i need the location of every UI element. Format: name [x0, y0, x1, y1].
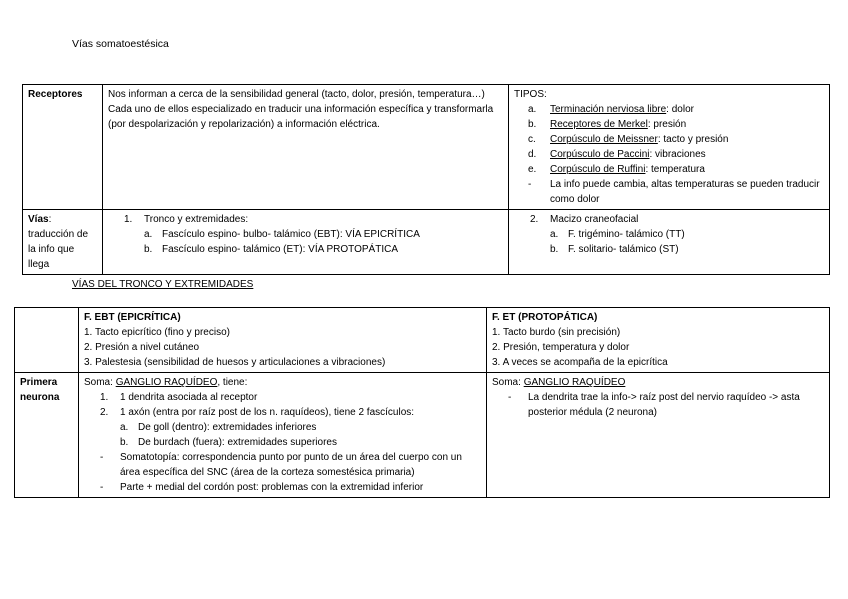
tipos-item-name: Receptores de Merkel	[550, 119, 648, 130]
vias-tronco	[103, 210, 509, 275]
vias-label-bold: Vías	[28, 214, 49, 225]
list-item	[84, 435, 481, 450]
tipos-item-name: Corpúsculo de Paccini	[550, 149, 650, 160]
dash-marker: -	[100, 482, 104, 493]
empty-header-cell	[15, 308, 79, 373]
vias-tronco-table	[14, 307, 830, 498]
ebt-neuron-2: 1 axón (entra por raíz post de los n. raquídeos), tiene 2 fascículos:	[120, 407, 415, 418]
letter-marker: a.	[528, 104, 537, 115]
number-marker: 2.	[100, 407, 109, 418]
tipos-nota: La info puede cambia, altas temperaturas se pueden traducir como dolor	[550, 179, 820, 205]
ebt-neuron-2b: De burdach (fuera): extremidades superiores	[138, 437, 337, 448]
dash-marker: -	[528, 179, 532, 190]
list-item	[108, 227, 503, 242]
vias-craneofacial	[509, 210, 830, 275]
ebt-neuron-cell	[79, 373, 487, 498]
list-item	[492, 390, 824, 420]
receptores-label: Receptores	[28, 89, 83, 100]
tipos-item-text	[550, 102, 694, 117]
receptores-desc-1: Nos informan a cerca de la sensibilidad general (tacto, dolor, presión, temperatura…)	[108, 89, 485, 100]
section-subtitle: VÍAS DEL TRONCO Y EXTREMIDADES	[72, 279, 254, 290]
list-item	[108, 212, 503, 227]
ebt-neuron-1: 1 dendrita asociada al receptor	[120, 392, 258, 403]
tipos-item-name: Corpúsculo de Meissner	[550, 134, 658, 145]
et-neuron-cell	[487, 373, 830, 498]
letter-marker: a.	[550, 229, 559, 240]
list-item	[84, 390, 481, 405]
table-row	[15, 373, 830, 498]
ebt-line-1: 1. Tacto epicrítico (fino y preciso)	[84, 327, 230, 338]
vias-item-1b: Fascículo espino- talámico (ET): VÍA PROTOPÁTICA	[162, 244, 398, 255]
ebt-soma-pre: Soma:	[84, 377, 116, 388]
tipos-item-text	[550, 132, 728, 147]
list-item	[84, 420, 481, 435]
dash-marker: -	[100, 452, 104, 463]
row-label-primera-neurona	[15, 373, 79, 498]
ebt-header-cell	[79, 308, 487, 373]
letter-marker: a.	[144, 229, 153, 240]
dash-marker: -	[508, 392, 512, 403]
et-line-3: 3. A veces se acompaña de la epicrítica	[492, 357, 668, 368]
tipos-item-name: Terminación nerviosa libre	[550, 104, 667, 115]
ebt-head: F. EBT (EPICRÍTICA)	[84, 312, 181, 323]
vias-item-1a: Fascículo espino- bulbo- talámico (EBT): VÍA EPICRÍTICA	[162, 229, 420, 240]
letter-marker: b.	[550, 244, 559, 255]
tipos-item	[514, 102, 824, 117]
letter-marker: b.	[144, 244, 153, 255]
letter-marker: d.	[528, 149, 537, 160]
receptores-description	[103, 85, 509, 210]
ebt-line-3: 3. Palestesia (sensibilidad de huesos y articulaciones a vibraciones)	[84, 357, 386, 368]
number-marker: 2.	[530, 214, 539, 225]
et-line-1: 1. Tacto burdo (sin precisión)	[492, 327, 621, 338]
tipos-label: TIPOS:	[514, 89, 547, 100]
row-label-receptores	[23, 85, 103, 210]
vias-item-2a: F. trigémino- talámico (TT)	[568, 229, 685, 240]
tipos-item-rest: : vibraciones	[649, 149, 706, 160]
primera-neurona-label: Primera neurona	[20, 377, 60, 403]
list-item	[514, 177, 824, 207]
letter-marker: b.	[528, 119, 537, 130]
et-head: F. ET (PROTOPÁTICA)	[492, 312, 598, 323]
document-title: Vías somatoestésica	[72, 38, 169, 50]
letter-marker: e.	[528, 164, 537, 175]
receptores-tipos	[509, 85, 830, 210]
ebt-neuron-d2: Parte + medial del cordón post: problemas con la extremidad inferior	[120, 482, 424, 493]
ebt-soma-ganglio: GANGLIO RAQUÍDEO	[115, 377, 218, 388]
et-soma-line	[492, 375, 824, 390]
et-header-cell	[487, 308, 830, 373]
tipos-list	[514, 102, 824, 177]
tipos-item-name: Corpúsculo de Ruffini	[550, 164, 646, 175]
vias-label-rest: : traducción de la info que llega	[28, 214, 89, 270]
letter-marker: a.	[120, 422, 129, 433]
list-item	[84, 450, 481, 480]
tipos-item-rest: : tacto y presión	[657, 134, 729, 145]
tipos-item-rest: : dolor	[666, 104, 694, 115]
tipos-item-rest: : presión	[647, 119, 687, 130]
number-marker: 1.	[124, 214, 133, 225]
ebt-neuron-d1: Somatotopía: correspondencia punto por punto de un área del cuerpo con un área específica del SNC (área de la corteza somestésica primaria)	[120, 452, 462, 478]
ebt-soma-post: , tiene:	[217, 377, 248, 388]
vias-item-1: Tronco y extremidades:	[144, 214, 249, 225]
letter-marker: c.	[528, 134, 536, 145]
letter-marker: b.	[120, 437, 129, 448]
ebt-neuron-2a: De goll (dentro): extremidades inferiores	[138, 422, 317, 433]
ebt-line-2: 2. Presión a nivel cutáneo	[84, 342, 200, 353]
table-row	[23, 85, 830, 210]
table-row	[15, 308, 830, 373]
tipos-item-text	[550, 147, 706, 162]
ebt-soma-line	[84, 375, 481, 390]
receptores-desc-2: Cada uno de ellos especializado en traducir una información específica y transformarla (por despolarización y repolarización) a información eléctrica.	[108, 104, 494, 130]
tipos-item-rest: : temperatura	[645, 164, 705, 175]
tipos-item	[514, 117, 824, 132]
et-soma-pre: Soma:	[492, 377, 524, 388]
tipos-item	[514, 132, 824, 147]
row-label-vias	[23, 210, 103, 275]
list-item	[514, 242, 824, 257]
list-item	[84, 405, 481, 420]
table-row	[23, 210, 830, 275]
et-line-2: 2. Presión, temperatura y dolor	[492, 342, 630, 353]
tipos-item-text	[550, 117, 686, 132]
vias-item-2b: F. solitario- talámico (ST)	[568, 244, 679, 255]
et-neuron-d1: La dendrita trae la info-> raíz post del nervio raquídeo -> asta posterior médula (2 neurona)	[528, 392, 800, 418]
vias-item-2: Macizo craneofacial	[550, 214, 639, 225]
list-item	[514, 212, 824, 227]
list-item	[108, 242, 503, 257]
receptores-vias-table	[22, 84, 830, 275]
tipos-item	[514, 147, 824, 162]
tipos-item	[514, 162, 824, 177]
list-item	[514, 227, 824, 242]
tipos-item-text	[550, 162, 705, 177]
list-item	[84, 480, 481, 495]
number-marker: 1.	[100, 392, 109, 403]
et-soma-ganglio: GANGLIO RAQUÍDEO	[523, 377, 626, 388]
